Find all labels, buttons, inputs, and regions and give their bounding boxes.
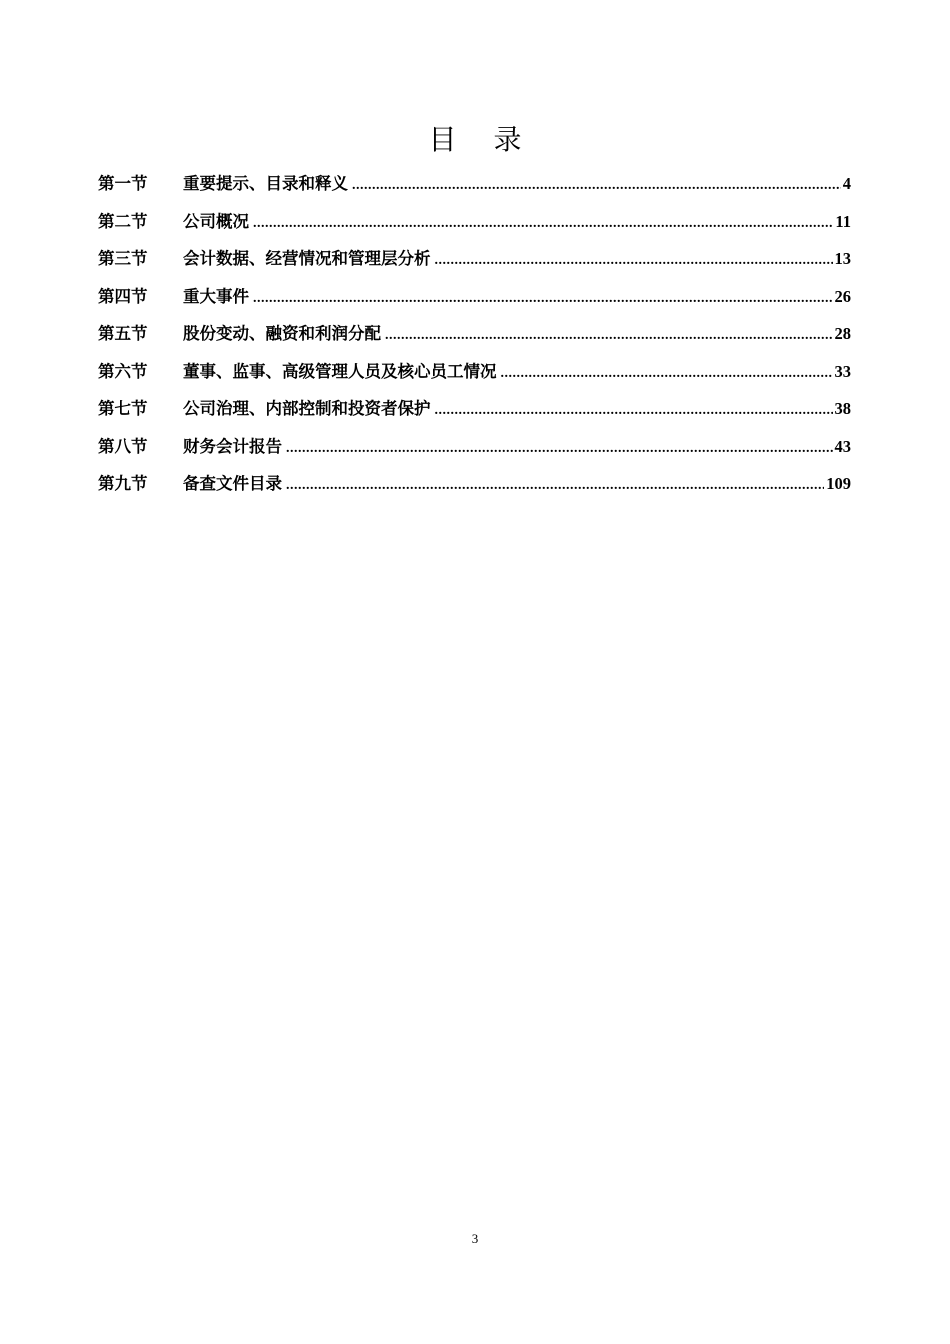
toc-section-number: 第六节	[98, 361, 148, 381]
toc-entry[interactable]	[98, 207, 851, 245]
toc-page-number: 28	[834, 324, 851, 343]
toc-entry[interactable]	[98, 394, 851, 432]
toc-title: 目 录	[428, 123, 536, 156]
toc-section-heading: 财务会计报告	[183, 436, 282, 456]
toc-page-number: 43	[834, 436, 851, 456]
toc-page-number: 109	[826, 474, 851, 493]
toc-section-number: 第四节	[98, 286, 148, 306]
toc-section-heading: 重大事件	[183, 286, 249, 306]
toc-entry[interactable]	[98, 469, 851, 507]
toc-section-heading: 重要提示、目录和释义	[183, 174, 348, 193]
toc-section-heading: 备查文件目录	[183, 474, 282, 493]
toc-page-number: 4	[842, 174, 851, 193]
toc-section-heading: 会计数据、经营情况和管理层分析	[183, 249, 431, 268]
toc-dot-leader	[385, 321, 833, 351]
toc-page-number: 38	[834, 399, 851, 418]
toc-page-number: 33	[834, 361, 851, 381]
toc-page-number: 26	[834, 286, 851, 306]
toc-section-number: 第五节	[98, 324, 148, 343]
toc-entry[interactable]	[98, 244, 851, 282]
toc-dot-leader	[501, 359, 833, 389]
table-of-contents	[98, 169, 851, 507]
toc-section-heading: 股份变动、融资和利润分配	[183, 324, 381, 343]
toc-section-number: 第九节	[98, 474, 148, 493]
toc-dot-leader	[253, 209, 833, 239]
toc-dot-leader	[352, 171, 841, 201]
toc-section-number: 第一节	[98, 174, 148, 193]
toc-section-number: 第二节	[98, 211, 148, 231]
toc-dot-leader	[253, 284, 833, 314]
toc-entry[interactable]	[98, 432, 851, 470]
toc-dot-leader	[435, 246, 833, 276]
toc-section-heading: 公司治理、内部控制和投资者保护	[183, 399, 431, 418]
toc-page-number: 13	[834, 249, 851, 268]
toc-dot-leader	[435, 396, 833, 426]
toc-entry[interactable]	[98, 282, 851, 320]
toc-section-number: 第七节	[98, 399, 148, 418]
toc-dot-leader	[286, 434, 833, 464]
toc-page-number: 11	[835, 211, 851, 231]
toc-section-number: 第八节	[98, 436, 148, 456]
toc-entry[interactable]	[98, 357, 851, 395]
toc-entry[interactable]	[98, 169, 851, 207]
toc-dot-leader	[286, 471, 824, 501]
toc-section-heading: 董事、监事、高级管理人员及核心员工情况	[183, 361, 497, 381]
toc-section-heading: 公司概况	[183, 211, 249, 231]
page-number: 3	[471, 1231, 479, 1246]
toc-section-number: 第三节	[98, 249, 148, 268]
toc-entry[interactable]	[98, 319, 851, 357]
